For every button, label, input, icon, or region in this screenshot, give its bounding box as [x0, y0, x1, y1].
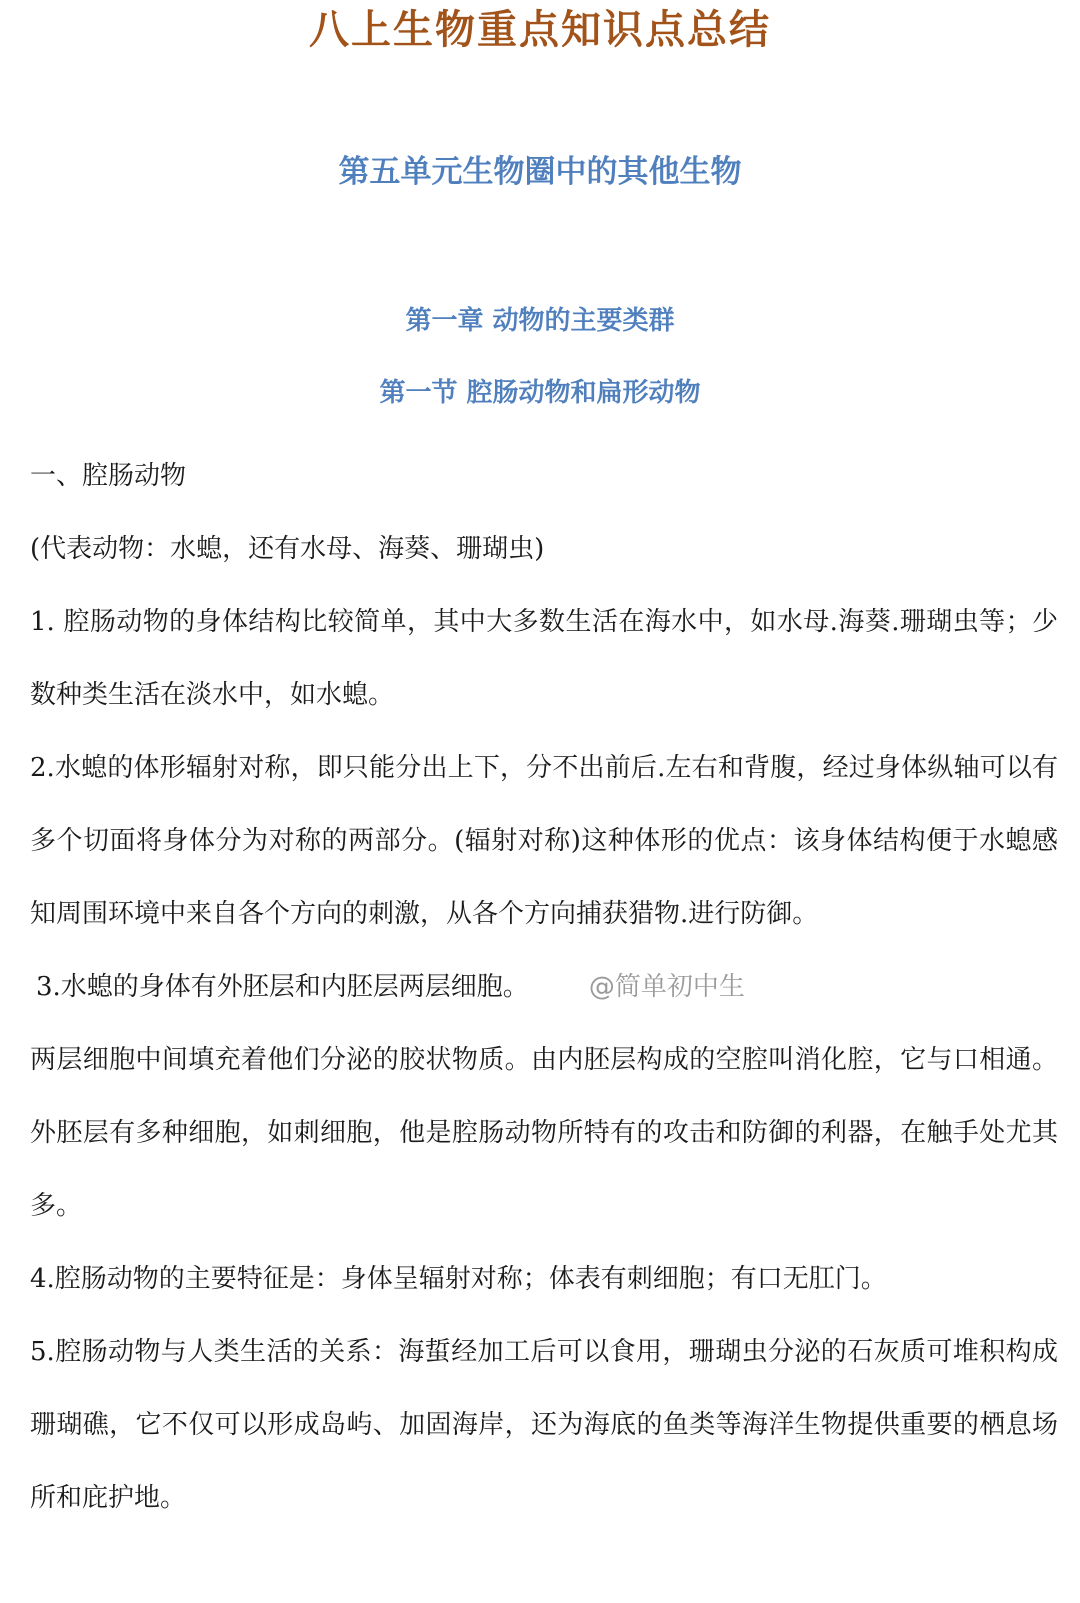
- heading-coelenterates: 一、腔肠动物: [30, 461, 187, 491]
- document-body: [30, 440, 1058, 1535]
- point-3-continued: 两层细胞中间填充着他们分泌的胶状物质。由内胚层构成的空腔叫消化腔，它与口相通。外胚层有多种细胞，如刺细胞，他是腔肠动物所特有的攻击和防御的利器，在触手处尤其多。: [30, 1045, 1058, 1221]
- point-2: 2.水螅的体形辐射对称，即只能分出上下，分不出前后.左右和背腹，经过身体纵轴可以有多个切面将身体分为对称的两部分。(辐射对称)这种体形的优点：该身体结构便于水螅感知周围环境中来自各个方向的刺激，从各个方向捕获猎物.进行防御。: [30, 753, 1058, 929]
- point-1: 1. 腔肠动物的身体结构比较简单，其中大多数生活在海水中，如水母.海葵.珊瑚虫等；少数种类生活在淡水中，如水螅。: [30, 607, 1058, 710]
- representative-animals: (代表动物：水螅，还有水母、海葵、珊瑚虫): [30, 534, 545, 564]
- document-title: 八上生物重点知识点总结: [309, 7, 771, 53]
- point-5: 5.腔肠动物与人类生活的关系：海蜇经加工后可以食用，珊瑚虫分泌的石灰质可堆积构成珊瑚礁，它不仅可以形成岛屿、加固海岸，还为海底的鱼类等海洋生物提供重要的栖息场所和庇护地。: [30, 1337, 1058, 1513]
- point-3-line: [30, 951, 1058, 1024]
- section-title: 第一节 腔肠动物和扁形动物: [379, 378, 701, 408]
- point-3: 3.水螅的身体有外胚层和内胚层两层细胞。: [36, 972, 529, 1002]
- point-4: 4.腔肠动物的主要特征是：身体呈辐射对称；体表有刺细胞；有口无肛门。: [30, 1264, 887, 1294]
- watermark-text: @简单初中生: [588, 972, 745, 1002]
- unit-title: 第五单元生物圈中的其他生物: [338, 154, 742, 190]
- chapter-title: 第一章 动物的主要类群: [405, 306, 675, 336]
